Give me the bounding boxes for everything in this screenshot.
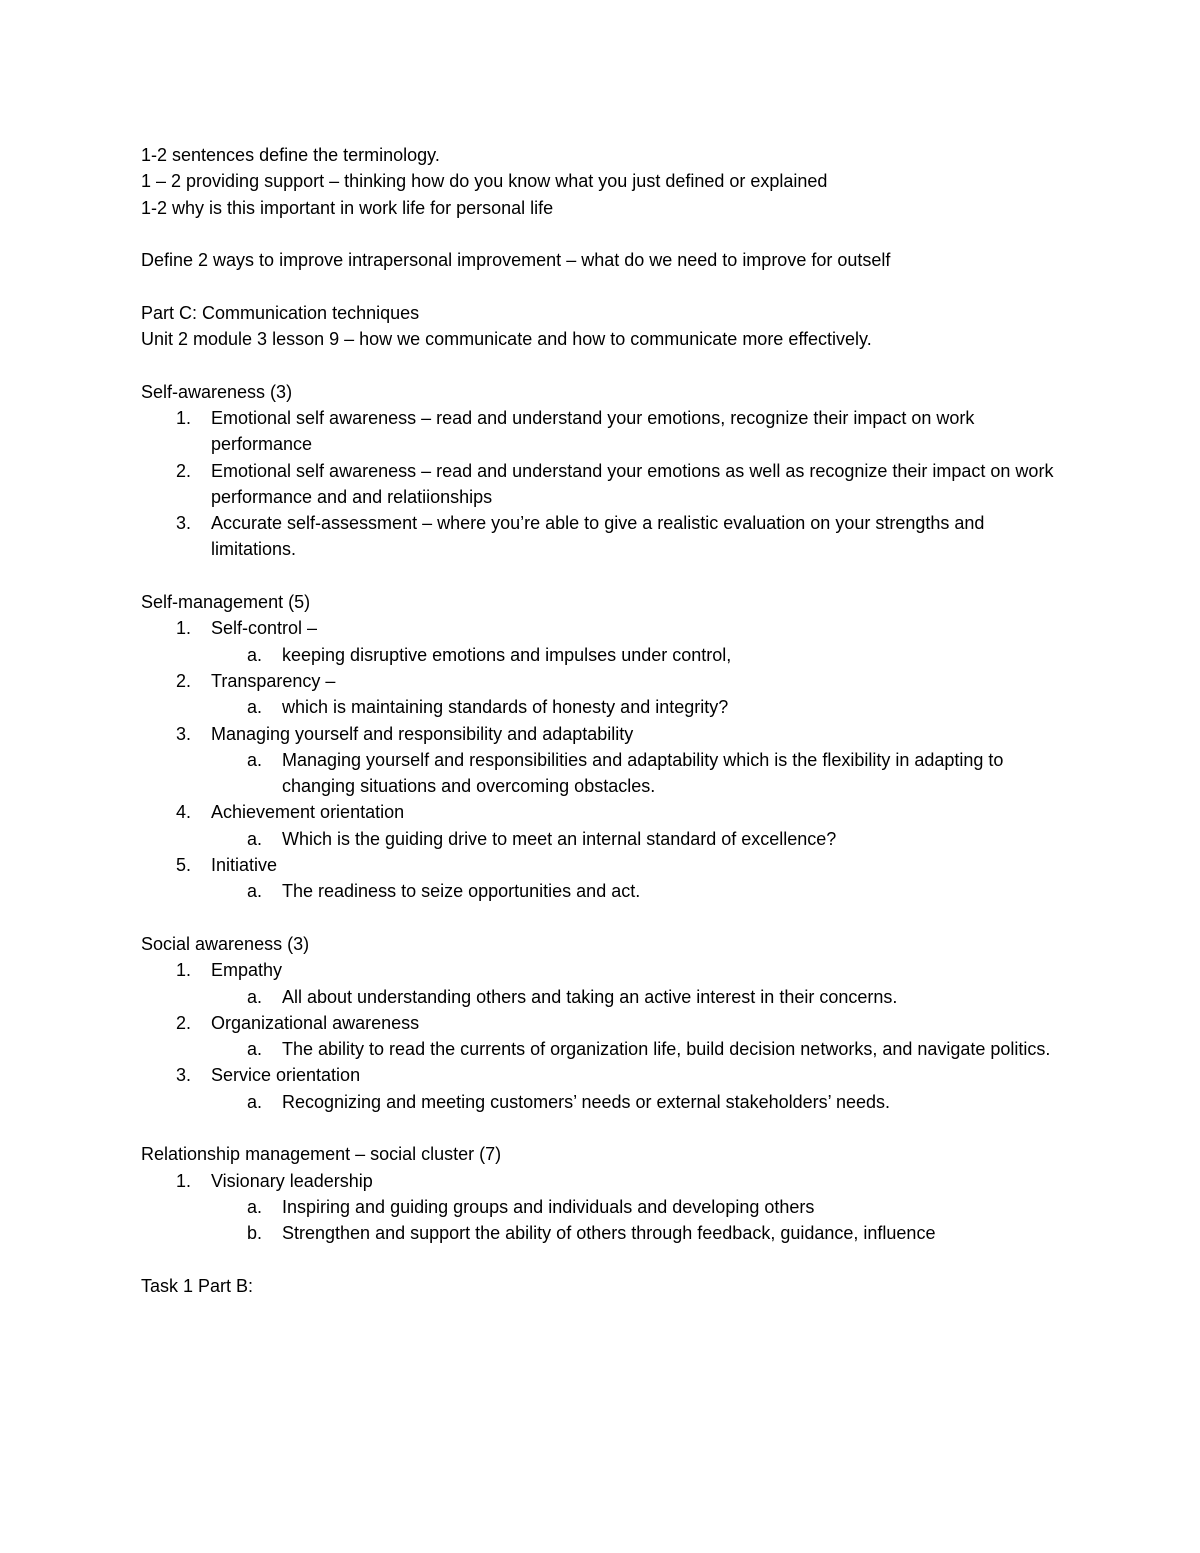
intro-line-3: 1-2 why is this important in work life for personal life (141, 197, 554, 218)
sub-list-item: a. Inspiring and guiding groups and individuals and developing others (247, 1196, 815, 1217)
define-line: Define 2 ways to improve intrapersonal improvement – what do we need to improve for outself (141, 250, 891, 271)
sub-list-item: a. which is maintaining standards of honesty and integrity? (247, 697, 729, 718)
list-item: 1. Self-control – (176, 618, 318, 639)
intro-line-1: 1-2 sentences define the terminology. (141, 145, 440, 165)
self-management-heading: Self-management (5) (141, 592, 311, 613)
social-awareness-heading: Social awareness (3) (141, 933, 310, 954)
sub-list-item: b. Strengthen and support the ability of others through feedback, guidance, influence (247, 1223, 936, 1244)
part-c-title: Part C: Communication techniques (141, 302, 420, 323)
relationship-management-heading: Relationship management – social cluster (7) (141, 1144, 502, 1165)
sub-list-item: a. Managing yourself and responsibilities and adaptability which is the flexibility in adapting to changing situations and overcoming obstacles. (247, 749, 1004, 797)
sub-list-item: a. Which is the guiding drive to meet an internal standard of excellence? (247, 828, 837, 849)
list-item: 1. Empathy (176, 960, 283, 981)
sub-list-item: a. All about understanding others and taking an active interest in their concerns. (247, 986, 898, 1007)
task-line: Task 1 Part B: (141, 1275, 254, 1296)
intro-line-2: 1 – 2 providing support – thinking how do you know what you just defined or explained (141, 171, 828, 192)
document-body (141, 142, 1071, 1299)
self-awareness-heading: Self-awareness (3) (141, 381, 293, 402)
list-item: 4. Achievement orientation (176, 802, 405, 823)
sub-list-item: a. Recognizing and meeting customers’ needs or external stakeholders’ needs. (247, 1091, 891, 1112)
list-item: 3. Accurate self-assessment – where you’re able to give a realistic evaluation on your strengths and limitations. (176, 513, 985, 560)
list-item: 2. Emotional self awareness – read and understand your emotions as well as recognize their impact on work performance and and relatiionships (176, 460, 1054, 507)
list-item: 1. Emotional self awareness – read and understand your emotions, recognize their impact on work performance (176, 407, 975, 455)
list-item: 2. Organizational awareness (176, 1012, 420, 1033)
list-item: 3. Service orientation (176, 1065, 361, 1086)
sub-list-item: a. The readiness to seize opportunities and act. (247, 881, 641, 902)
list-item: 5. Initiative (176, 855, 278, 876)
list-item: 2. Transparency – (176, 670, 336, 691)
list-item: 1. Visionary leadership (176, 1170, 373, 1191)
sub-list-item: a. The ability to read the currents of organization life, build decision networks, and navigate politics. (247, 1039, 1051, 1060)
part-c-unit-line: Unit 2 module 3 lesson 9 – how we communicate and how to communicate more effectively. (141, 329, 872, 350)
list-item: 3. Managing yourself and responsibility and adaptability (176, 723, 634, 744)
sub-list-item: a. keeping disruptive emotions and impulses under control, (247, 644, 732, 665)
